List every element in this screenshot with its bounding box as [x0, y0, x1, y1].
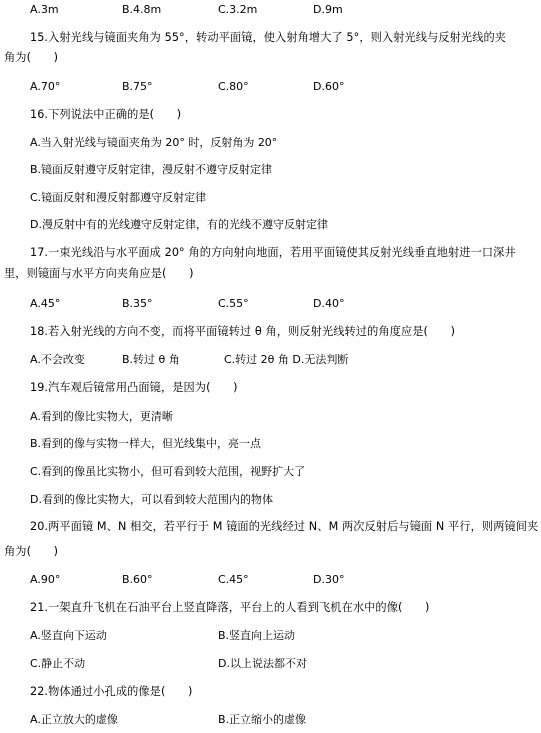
q20-stem-line2: 角为( ) — [4, 545, 59, 558]
q21-option-d: D.以上说法都不对 — [218, 657, 307, 670]
q21-option-b: B.竖直向上运动 — [218, 629, 296, 642]
q16-option-a: A.当入射光线与镜面夹角为 20° 时，反射角为 20° — [30, 136, 278, 149]
q17-option-d: D.40° — [313, 297, 345, 310]
q20-option-a: A.90° — [30, 573, 61, 586]
q20-option-d: D.30° — [313, 573, 345, 586]
q22-stem: 22.物体通过小孔成的像是( ) — [30, 685, 193, 698]
q14-option-d: D.9m — [313, 3, 343, 16]
q18-stem: 18.若入射光线的方向不变，而将平面镜转过 θ 角，则反射光线转过的角度应是( ) — [30, 325, 456, 338]
q17-stem-line1: 17.一束光线沿与水平面成 20° 角的方向射向地面，若用平面镜使其反射光线垂直地射进一口深井 — [30, 246, 516, 259]
q15-option-b: B.75° — [122, 80, 153, 93]
q20-stem-line1: 20.两平面镜 M、N 相交，若平行于 M 镜面的光线经过 N、M 两次反射后与镜面 N 平行，则两镜间夹 — [30, 520, 539, 533]
q17-option-c: C.55° — [218, 297, 249, 310]
q19-option-d: D.看到的像比实物大，可以看到较大范围内的物体 — [30, 493, 273, 506]
q14-option-c: C.3.2m — [218, 3, 258, 16]
q18-option-a: A.不会改变 — [30, 353, 85, 366]
q21-stem: 21.一架直升飞机在石油平台上竖直降落，平台上的人看到飞机在水中的像( ) — [30, 601, 430, 614]
q17-stem-line2: 里，则镜面与水平方向夹角应是( ) — [4, 267, 194, 280]
q20-option-c: C.45° — [218, 573, 249, 586]
q15-option-a: A.70° — [30, 80, 61, 93]
q16-stem: 16.下列说法中正确的是( ) — [30, 108, 182, 121]
q18-option-c-d: C.转过 2θ 角 D.无法判断 — [224, 353, 349, 366]
q19-option-b: B.看到的像与实物一样大，但光线集中，亮一点 — [30, 437, 262, 450]
q15-stem-line2: 角为( ) — [4, 51, 59, 64]
q16-option-c: C.镜面反射和漫反射都遵守反射定律 — [30, 191, 207, 204]
q15-stem-line1: 15.入射光线与镜面夹角为 55°，转动平面镜，使入射角增大了 5°，则入射光线与反射光线的夹 — [30, 31, 507, 44]
q20-option-b: B.60° — [122, 573, 153, 586]
q17-option-a: A.45° — [30, 297, 61, 310]
q18-option-b: B.转过 θ 角 — [122, 353, 180, 366]
q15-option-c: C.80° — [218, 80, 249, 93]
q16-option-b: B.镜面反射遵守反射定律，漫反射不遵守反射定律 — [30, 163, 273, 176]
q22-option-a: A.正立放大的虚像 — [30, 713, 118, 726]
q19-option-a: A.看到的像比实物大，更清晰 — [30, 410, 173, 423]
q21-option-c: C.静止不动 — [30, 657, 86, 670]
q14-option-a: A.3m — [30, 3, 59, 16]
q19-stem: 19.汽车观后镜常用凸面镜，是因为( ) — [30, 381, 238, 394]
q15-option-d: D.60° — [313, 80, 345, 93]
q22-option-b: B.正立缩小的虚像 — [218, 713, 307, 726]
q16-option-d: D.漫反射中有的光线遵守反射定律，有的光线不遵守反射定律 — [30, 218, 328, 231]
q14-option-b: B.4.8m — [122, 3, 162, 16]
q19-option-c: C.看到的像虽比实物小，但可看到较大范围，视野扩大了 — [30, 465, 306, 478]
q21-option-a: A.竖直向下运动 — [30, 629, 107, 642]
q17-option-b: B.35° — [122, 297, 153, 310]
